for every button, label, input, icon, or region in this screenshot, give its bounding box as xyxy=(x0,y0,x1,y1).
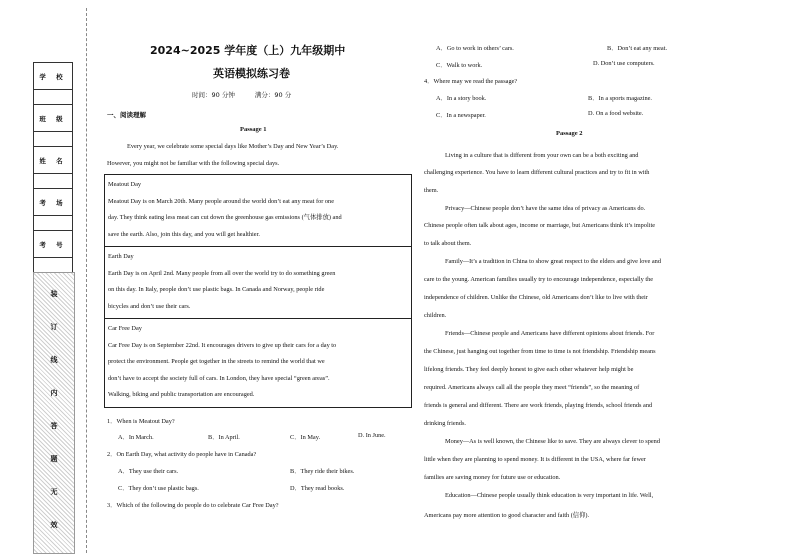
binding-char: 效 xyxy=(50,521,58,529)
exam-number-blank xyxy=(34,258,73,273)
binding-char: 内 xyxy=(50,389,58,397)
class-label: 班 级 xyxy=(34,105,73,132)
passage2-line: Americans pay more attention to good character and faith (信仰). xyxy=(424,512,590,519)
passage2-line: the Chinese, just hanging out together from time to time is not friendship. Friendship means xyxy=(424,348,656,355)
money-paragraph-line: Money—As is well known, the Chinese like to save. They are always clever to spend xyxy=(445,438,660,445)
exam-room-label: 考 场 xyxy=(34,189,73,216)
question-4-stem: 4．Where may we read the passage? xyxy=(424,78,518,85)
education-paragraph-line: Education—Chinese people usually think education is very important in life. Well, xyxy=(445,492,654,499)
entry-line: save the earth. Also, join this day, and you will get healthier. xyxy=(108,230,260,238)
binding-dashed-line xyxy=(86,8,87,553)
entry-line: on this day. In Italy, people don’t use plastic bags. In Canada and Norway, people ride xyxy=(108,286,325,293)
passage1-title: Passage 1 xyxy=(240,126,267,133)
name-label: 姓 名 xyxy=(34,147,73,174)
exam-score: 满分：90 分 xyxy=(254,91,292,99)
q2-option-d[interactable]: D．They read books. xyxy=(290,485,345,492)
passage2-line: lifelong friends. They feel deeply honest to give each other whatever help might be xyxy=(424,366,634,373)
q3-option-d[interactable]: D. Don’t use computers. xyxy=(593,60,655,67)
car-free-day-entry xyxy=(105,319,411,407)
q1-option-d[interactable]: D. In June. xyxy=(358,432,386,439)
q1-option-c[interactable]: C．In May. xyxy=(290,434,321,441)
passage2-line: challenging experience. You have to learn different cultural practices and try to fit in with xyxy=(424,169,650,176)
q4-option-c[interactable]: C．In a newspaper. xyxy=(436,112,486,119)
question-2-stem: 2．On Earth Day, what activity do people have in Canada? xyxy=(107,451,257,458)
q3-option-c[interactable]: C．Walk to work. xyxy=(436,62,483,69)
passage2-line: Living in a culture that is different from your own can be a both exciting and xyxy=(445,152,639,159)
passage2-line: little when they are planning to spend money. It is different in the USA, where far fewer xyxy=(424,456,646,463)
q2-option-b[interactable]: B．They ride their bikes. xyxy=(290,468,355,475)
entry-line: Walking, biking and public transportation are encouraged. xyxy=(108,391,255,398)
name-blank xyxy=(34,174,73,189)
passage2-line: independence of children. Unlike the Chinese, old Americans don’t like to live with their xyxy=(424,294,648,301)
passage2-line: children. xyxy=(424,312,447,319)
passage2-title: Passage 2 xyxy=(556,130,583,137)
entry-line: Earth Day is on April 2nd. Many people from all over the world try to do something green xyxy=(108,269,336,277)
entry-heading: Meatout Day xyxy=(108,181,142,188)
entry-line: bicycles and don’t use their cars. xyxy=(108,302,191,310)
binding-char: 答 xyxy=(50,422,58,430)
exam-subtitle: 英语模拟练习卷 xyxy=(213,67,290,80)
q2-option-c[interactable]: C．They don’t use plastic bags. xyxy=(118,485,199,492)
passage1-intro-line: However, you might not be familiar with the following special days. xyxy=(107,160,280,167)
entry-heading: Earth Day xyxy=(108,253,134,260)
friends-paragraph-line: Friends—Chinese people and Americans have different opinions about friends. For xyxy=(445,330,655,337)
q4-option-a[interactable]: A．In a story book. xyxy=(436,95,487,102)
earth-day-entry xyxy=(105,247,411,319)
passage2-line: to talk about them. xyxy=(424,240,472,247)
question-1-stem: 1．When is Meatout Day? xyxy=(107,418,175,425)
student-info-table xyxy=(33,62,73,273)
q4-option-d[interactable]: D. On a food website. xyxy=(588,110,644,117)
entry-heading: Car Free Day xyxy=(108,325,142,332)
entry-line: day. They think eating less meat can cut down the greenhouse gas emissions (气体排放) and xyxy=(108,214,342,221)
entry-line: protect the environment. People get together in the streets to remind the world that we xyxy=(108,358,325,365)
exam-room-blank xyxy=(34,216,73,231)
meatout-day-entry xyxy=(105,175,411,247)
school-blank xyxy=(34,90,73,105)
section-heading: 一、阅读理解 xyxy=(107,111,146,119)
passage1-intro-line: Every year, we celebrate some special days like Mother’s Day and New Year’s Day. xyxy=(127,143,339,150)
passage2-line: friends is general and different. There are work friends, playing friends, school friends and xyxy=(424,402,653,409)
family-paragraph-line: Family—It’s a tradition in China to show great respect to the elders and give love and xyxy=(445,258,661,265)
passage2-line: Chinese people often talk about ages, income or marriage, but Americans think it’s impolite xyxy=(424,222,656,229)
exam-number-label: 考 号 xyxy=(34,231,73,258)
q4-option-b[interactable]: B．In a sports magazine. xyxy=(588,95,653,102)
exam-time: 时间：90 分钟 xyxy=(192,91,235,99)
binding-char: 线 xyxy=(50,356,58,364)
binding-char: 无 xyxy=(50,488,58,496)
q2-option-a[interactable]: A．They use their cars. xyxy=(118,468,179,475)
q3-option-a[interactable]: A．Go to work in others’ cars. xyxy=(436,45,514,52)
binding-char: 题 xyxy=(50,455,58,463)
entry-line: Meatout Day is on March 20th. Many people around the world don’t eat any meat for one xyxy=(108,197,334,205)
passage2-line: drinking friends. xyxy=(424,420,466,427)
binding-char: 装 xyxy=(50,290,58,298)
q3-option-b[interactable]: B．Don’t eat any meat. xyxy=(607,45,668,52)
special-days-box xyxy=(104,174,412,408)
binding-char: 订 xyxy=(50,323,58,331)
school-label: 学 校 xyxy=(34,63,73,90)
q1-option-a[interactable]: A．In March. xyxy=(118,434,154,441)
entry-line: don’t have to accept the society full of cars. In London, they have special “green areas”. xyxy=(108,374,330,382)
entry-line: Car Free Day is on September 22nd. It encourages drivers to give up their cars for a day to xyxy=(108,341,337,349)
exam-meta xyxy=(192,90,309,99)
question-3-stem: 3．Which of the following do people do to celebrate Car Free Day? xyxy=(107,502,279,509)
passage2-line: them. xyxy=(424,187,439,194)
exam-title: 2024~2025 学年度（上）九年级期中 xyxy=(150,44,346,57)
passage2-line: care to the young. American families usually try to encourage independence, especially the xyxy=(424,276,654,283)
privacy-paragraph-line: Privacy—Chinese people don’t have the same idea of privacy as Americans do. xyxy=(445,205,646,212)
q1-option-b[interactable]: B．In April. xyxy=(208,434,240,441)
binding-warning-strip xyxy=(33,272,75,554)
passage2-line: families are saving money for future use or education. xyxy=(424,474,561,481)
passage2-line: required. Americans always call all the people they meet “friends”, so the meaning of xyxy=(424,384,640,391)
class-blank xyxy=(34,132,73,147)
